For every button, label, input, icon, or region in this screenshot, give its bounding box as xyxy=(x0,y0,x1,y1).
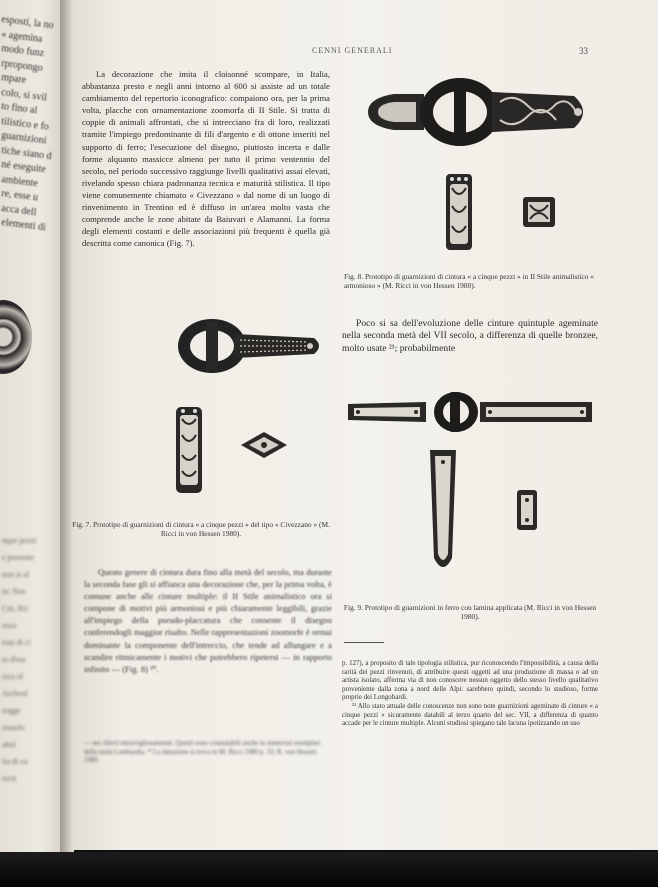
dark-background-edge xyxy=(0,852,658,887)
fig9-buckle-illustration xyxy=(346,390,596,434)
fig9-strap-end-illustration xyxy=(426,448,460,578)
book-page xyxy=(74,0,658,850)
left-page-text-fragment: essaslo xyxy=(2,723,25,732)
left-page-edge xyxy=(0,0,60,860)
left-page-text-fragment: izza ol xyxy=(2,672,24,681)
fig9-small-plate-illustration xyxy=(515,488,539,532)
left-page-text-fragment: abol xyxy=(2,740,16,749)
left-page-text-fragment: to d'ma xyxy=(2,655,26,664)
paragraph: Questo genere di cintura dura fino alla metà del secolo, ma durante la seconda fase gli si affianca una decorazione che, per la prima volta, è comune anche alle cinture multiple: il II Stile animalistico ora si compone di motivi più armoniosi e più chiaramente leggibili, grazie all'impiego della pseudo-placcatura che consente il disegno conferendogli maggior risalto. Nelle rappresentazioni zoomorfe è ormai dominante la componente dell'intreccio, che tende ad allungare e a scandire ritmicamente i motivi che potrebbero ripetersi — in rapporto infinito — (Fig. 8) ²⁰. xyxy=(84,567,332,674)
left-column-footnote: — nei rilievi meravigliosamente. Questi sono constatabili anche in numerosi esemplari della tarda Lombardia. ¹⁹ La datazione si trova in M. Ricci 1980 p. 33; R. von Hessen 1980. xyxy=(84,740,321,765)
left-page-text-fragment: esposti, la no xyxy=(0,14,55,32)
left-page-text-fragment: osos xyxy=(2,621,17,630)
left-page-text-fragment: acca dell xyxy=(0,202,37,218)
fig8-square-fitting-illustration xyxy=(521,195,557,229)
running-title: CENNI GENERALI xyxy=(312,46,393,55)
left-page-buckle-image xyxy=(0,300,32,374)
left-page-text-fragment: nque pezzi xyxy=(2,536,37,545)
fig9-caption: Fig. 9. Prototipo di guarnizioni in ferro con lamina applicata (M. Ricci in von Hessen 1980). xyxy=(343,603,597,621)
book-gutter xyxy=(60,0,74,860)
fig7-plate-illustration xyxy=(174,405,204,495)
left-page-text-fragment: e presente xyxy=(2,553,35,562)
left-page-text-fragment: « agemina xyxy=(0,28,44,45)
fig8-buckle-illustration xyxy=(364,72,594,152)
left-page-text-fragment: to fino al xyxy=(0,101,38,117)
left-page-text-fragment: re, esse u xyxy=(0,188,39,204)
left-page-text-fragment: tiche siano d xyxy=(0,144,53,162)
left-page-text-fragment: guarnizioni xyxy=(0,130,48,147)
paragraph: La decorazione che imita il cloisonné scompare, in Italia, abbastanza presto e negli anni intorno al 600 si assiste ad un totale cambiamento del repertorio iconografico: compaiono ora, per la prima volta, placche con ornamentazione zoomorfa di II Stile. Si tratta di coppie di animali affrontati, che si intrecciano fra di loro, realizzati tramite l'impiego predominante di fili d'argento e di ottone inseriti nel supporto di ferro; l'esecuzione del disegno, piuttosto incerta e dalle forme alquanto massicce almeno per tutto il primo ventennio del secolo, nel periodo successivo raggiunge livelli qualitativi assai elevati, rivelando spesso chiara padronanza tecnica e maturità stilistica. Il tipo viene comunemente chiamato « Civezzano » dal nome di un luogo di rinvenimento in Trentino ed è diffuso in un'area molto vasta che comprende anche le zone abitate da Baiuvari e Alamanni. La forma degli elementi costanti e delle associazioni più frequenti è quella già descritta come canonica (Fig. 7). xyxy=(82,69,330,249)
left-page-text-fragment: colo, si svil xyxy=(0,86,48,104)
left-column-lower-text xyxy=(84,566,332,675)
fig7-small-fitting-illustration xyxy=(239,430,289,460)
left-page-text-fragment: né eseguite xyxy=(0,159,47,176)
left-page-text-fragment: non si al xyxy=(2,570,30,579)
left-column-text xyxy=(82,68,330,249)
fig8-caption: Fig. 8. Prototipo di guarnizioni di cintura « a cinque pezzi » in II Stile animalistico « armonioso » (M. Ricci in von Hessen 1980). xyxy=(344,272,595,290)
left-page-text-fragment: modo funz xyxy=(0,43,45,60)
paragraph: Poco si sa dell'evoluzione delle cinture quintuple ageminate nella seconda metà del VII secolo, a differenza di quelle bronzee, molto usate ²¹; probabilmente xyxy=(342,318,598,354)
footnote-divider xyxy=(344,642,384,643)
fig7-caption: Fig. 7. Prototipo di guarnizioni di cintura « a cinque pezzi » del tipo « Civezzano » (M. Ricci in von Hessen 1980). xyxy=(72,520,330,538)
footnote: p. 127), a proposito di tale tipologia stilistica, pur riconoscendo l'impossibilità, a causa della rarità dei pezzi rinvenuti, di attribuire questi oggetti ad una produzione di massa o ad un artista isolato, afferma via di non conoscere nessun oggetto dello stesso livello qualitativo proveniente dalla zona a nord delle Alpi: sarebbero quindi, secondo lo studioso, forme proprie dei Longobardi. xyxy=(342,660,598,702)
left-page-text-fragment: elementi di xyxy=(0,217,47,234)
left-page-text-fragment: rpropongo xyxy=(0,57,44,74)
left-page-text-fragment: mpare xyxy=(0,72,27,86)
footnote: ²¹ Allo stato attuale delle conoscenze non sono note guarnizioni ageminate di cinture « a cinque pezzi » sicuramente databili al terzo quarto del sec. VII, a differenza di quanto accade per le cinture multiple. Alcuni studiosi spiegano tale lacuna ipotizzando un uso xyxy=(342,702,598,728)
page-number: 33 xyxy=(579,46,588,56)
left-page-text-fragment: in: Nos xyxy=(2,587,26,596)
left-page-text-fragment: Cm, Ric xyxy=(2,604,29,613)
footnotes xyxy=(342,660,598,729)
fig7-buckle-illustration xyxy=(174,316,324,376)
left-page-text-fragment: ioni di ci xyxy=(2,638,31,647)
left-page-text-fragment: lia di cu xyxy=(2,757,28,766)
left-page-text-fragment: Archeol xyxy=(2,689,28,698)
left-page-text-fragment: recti xyxy=(2,774,17,783)
fig8-plate-illustration xyxy=(444,172,474,252)
right-column-text xyxy=(342,318,598,355)
left-page-text-fragment: tilistico e fo xyxy=(0,115,50,133)
left-page-text-fragment: ambiente xyxy=(0,173,39,189)
left-page-text-fragment: sogge xyxy=(2,706,21,715)
